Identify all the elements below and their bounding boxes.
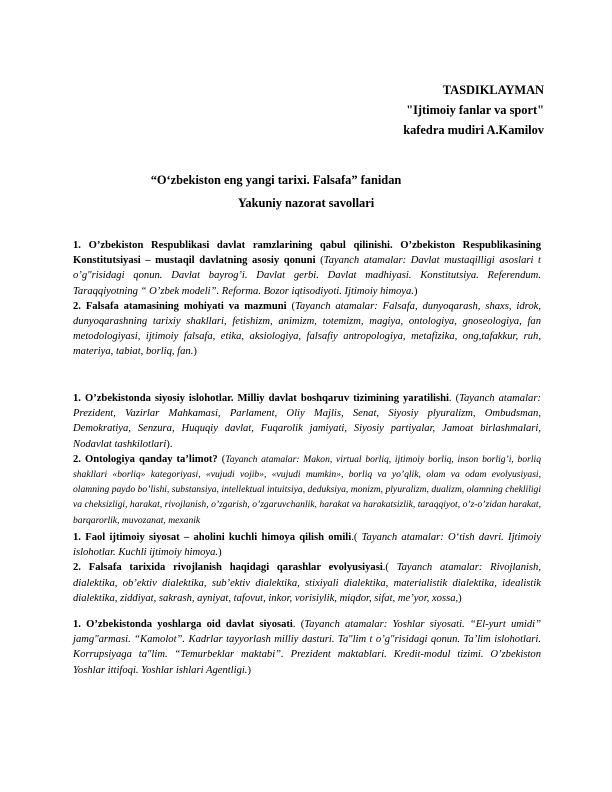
approval-signatory: kafedra mudiri A.Kamilov [403, 123, 544, 137]
question-number: 2. [73, 300, 81, 312]
question-close: ) [247, 664, 251, 676]
question-keywords: Tayanch atamalar: Rivojlanish, dialektika, ob’ektiv dialektika, sub’ektiv dialektika, stixiyali dialektika, materialistik dialektika, idealistik dialektika, ziddiyat, sakrash, ayniyat, tafovut, inkor, vorisiylik, miqdor, sifat, me’yor, xossa, [73, 562, 542, 604]
question-open: ( [217, 453, 226, 465]
question-topic: Falsafa tarixida rivojlanish haqidagi qarashlar evolyusiyasi [88, 562, 383, 574]
question-open: . ( [448, 393, 460, 404]
question-item [73, 617, 541, 678]
question-group-1 [73, 238, 541, 360]
question-number: 1. [73, 393, 81, 404]
question-keywords: Tayanch atamalar: Yoshlar siyosati. “El-yurt umidi” jamg"armasi. “Kamolot”. Kadrlar tayyorlash milliy dasturi. Ta"lim t o’g"risidagi qonun. Ta’lim islohotlari. Korrupsiyaga ta"lim. “Temurbeklar maktabi”. Prezident maktablari. Kredit-modul tizimi. O’zbekiston Yoshlar ittifoqi. Yoshlar ishlari Agentligi. [73, 619, 541, 676]
approval-department: "Ijtimoiy fanlar va sport" [406, 103, 544, 117]
question-item [73, 530, 541, 560]
question-close: ) [218, 547, 222, 559]
question-open: . ( [292, 619, 305, 630]
question-topic: O’zbekistonda siyosiy islohotlar. Milliy davlat boshqaruv tizimining yaratilishi [84, 393, 449, 404]
question-close: ) [193, 346, 197, 358]
question-topic: O’zbekistonda yoshlarga oid davlat siyosati [86, 619, 293, 630]
question-item [73, 452, 541, 528]
question-keywords: Tayanch atamalar: O‘tish davri. Ijtimoiy islohotlar. Kuchli ijtimoiy himoya. [73, 532, 541, 559]
question-keywords: Tayanch atamalar: Davlat mustaqilligi asoslari t o’g"risidagi qonun. Davlat bayrog’i. Davlat gerbi. Davlat madhiyasi. Konstitutsiya. Referendum. Taraqqiyotning “ O’zbek modeli”. Reforma. Bozor iqtisodiyoti. Ijtimoiy himoya. [73, 255, 542, 297]
question-close: ). [166, 438, 173, 450]
question-open: .( [382, 562, 397, 574]
question-open: .( [351, 532, 362, 543]
question-topic: Faol ijtimoiy siyosat – aholini kuchli himoya qilish omili [85, 532, 352, 543]
question-close: ) [458, 592, 462, 604]
question-topic: O’zbekiston Respublikasi davlat ramzlarining qabul qilinishi. O’zbekiston Respublikasining Konstitutsiyasi – mustaqil davlatning asosiy qonuni [73, 240, 541, 267]
question-number: 1. [73, 532, 81, 543]
question-close: ) [413, 285, 418, 297]
question-item [73, 560, 541, 606]
question-topic: Ontologiya qanday ta’limot? [84, 453, 218, 465]
question-topic: Falsafa atamasining mohiyati va mazmuni [85, 300, 287, 312]
document-subtitle: Yakuniy nazorat savollari [237, 196, 375, 210]
question-keywords: Tayanch atamalar: Falsafa, dunyoqarash, shaxs, idrok, dunyoqarashning tarixiy shakllari, fetishizm, animizm, totemizm, magiya, ontologiya, gnoseologiya, fan metodologiyasi, ijtimoiy falsafa, etika, aksiologiya, falsafiy antropologiya, metafizika, ong,tafakkur, ruh, materiya, tabiat, borliq, fan. [73, 300, 541, 358]
approval-heading: TASDIKLAYMAN [442, 83, 544, 97]
question-group-2 [73, 391, 541, 528]
question-group-4 [73, 617, 541, 678]
question-item [73, 391, 541, 452]
document-title: “O‘zbekiston eng yangi tarixi. Falsafa” fanidan [150, 173, 402, 187]
question-number: 2. [73, 453, 81, 465]
question-group-3 [73, 530, 541, 606]
approval-block [403, 80, 544, 140]
question-item [73, 299, 541, 360]
question-number: 1. [73, 240, 81, 251]
question-open: ( [315, 255, 324, 267]
question-keywords: Tayanch atamalar: Makon, virtual borliq, ijtimoiy borliq, inson borlig’i, borliq shakllari «borliq» kategoriyasi, «vujudi vojib», «vujudi mumkin», borliq va yo’qlik, olam va odam evolyusiyasi, olamning paydo bo’lishi, substansiya, intellektual intuitsiya, deduksiya, monizm, plyuralizm, dualizm, olamning cheklіligi va cheksizligi, harakat, rivojlanish, o’zgarish, o’zgaruvchanlik, harakat va harakatsizlik, taraqqiyot, o’z-o’zidan harakat, barqarorlik, muvozanat, mexanik [73, 453, 541, 526]
question-keywords: Tayanch atamalar: Prezident, Vazirlar Mahkamasi, Parlament, Oliy Majlis, Senat, Siyosiy plyuralizm, Ombudsman, Demokratiya, Senzura, Huquqiy davlat, Fuqarolik jamiyati, Siyosiy partiyalar, Jamoat birlashmalari, Nodavlat tashkilotlari [73, 393, 541, 450]
question-number: 1. [73, 619, 81, 630]
question-item [73, 238, 541, 299]
question-number: 2. [73, 562, 81, 574]
question-open: ( [286, 300, 295, 312]
